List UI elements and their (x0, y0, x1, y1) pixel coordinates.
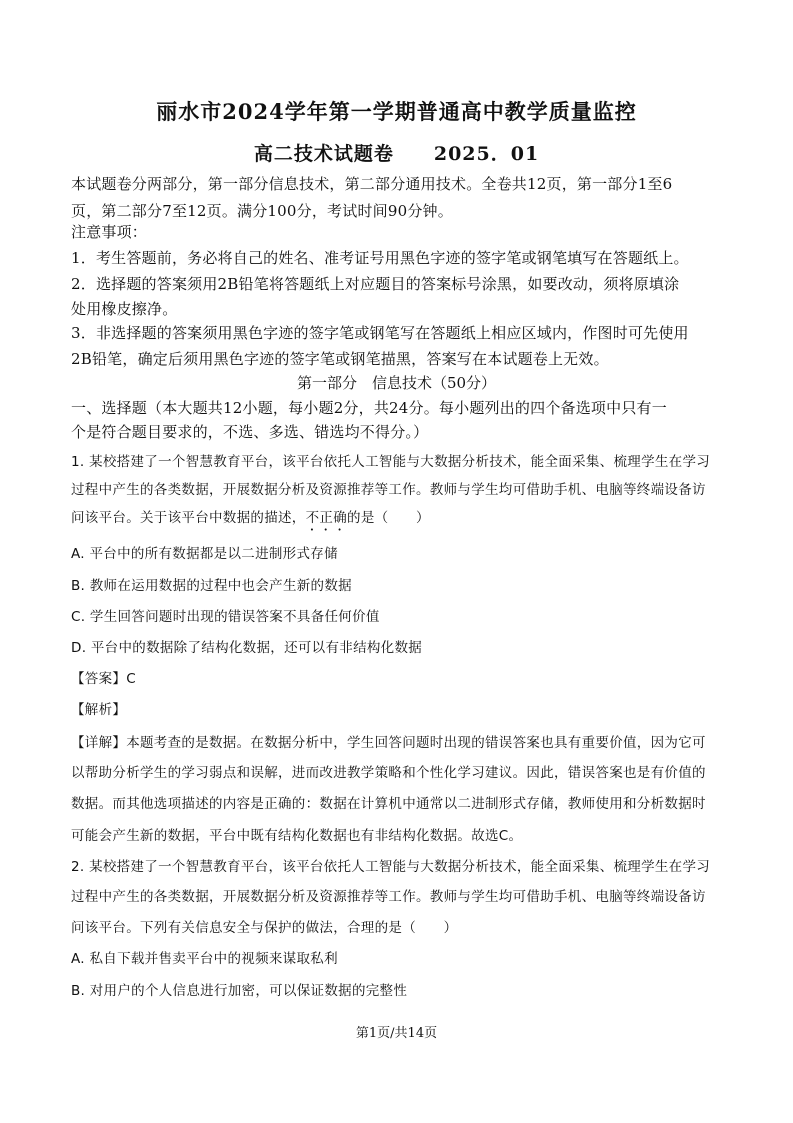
note-3-line-1: 3．非选择题的答案须用黑色字迹的签字笔或钢笔写在答题纸上相应区域内，作图时可先使用 (71, 324, 689, 342)
question-2-line-3: 问该平台。下列有关信息安全与保护的做法，合理的是（ ） (71, 920, 458, 936)
question-1-detail-line-2: 以帮助分析学生的学习弱点和误解，进而改进教学策略和个性化学习建议。因此，错误答案也是有价值的 (71, 765, 706, 781)
intro-line-2: 页，第二部分7至12页。满分100分，考试时间90分钟。 (71, 202, 453, 220)
exam-date: 2025．01 (433, 143, 540, 165)
question-1-option-a: A. 平台中的所有数据都是以二进制形式存储 (71, 546, 338, 562)
question-1-detail-line-1: 【详解】本题考查的是数据。在数据分析中，学生回答问题时出现的错误答案也具有重要价值，因为它可 (71, 735, 706, 751)
note-2-line-2: 处用橡皮擦净。 (71, 300, 178, 318)
question-1-option-d: D. 平台中的数据除了结构化数据，还可以有非结构化数据 (71, 640, 423, 656)
emphasis-not-correct: 不正确 (305, 510, 348, 526)
question-1-detail-line-3: 数据。而其他选项描述的内容是正确的：数据在计算机中通常以二进制形式存储，教师使用和分析数据时 (71, 796, 706, 812)
exam-subtitle (0, 141, 793, 167)
question-1-line-2: 过程中产生的各类数据，开展数据分析及资源推荐等工作。教师与学生均可借助手机、电脑等终端设备访 (71, 482, 706, 498)
question-1-detail-line-4: 可能会产生新的数据，平台中既有结构化数据也有非结构化数据。故选C。 (71, 828, 523, 844)
note-1: 1．考生答题前，务必将自己的姓名、准考证号用黑色字迹的签字笔或钢笔填写在答题纸上。 (71, 249, 689, 267)
question-1-option-b: B. 教师在运用数据的过程中也会产生新的数据 (71, 578, 352, 594)
part-one-heading: 第一部分 信息技术（50分） (296, 374, 497, 392)
question-1-analysis-label: 【解析】 (71, 702, 127, 718)
section-instructions-line-2: 个是符合题目要求的，不选、多选、错选均不得分。） (71, 423, 429, 441)
question-1-option-c: C. 学生回答问题时出现的错误答案不具备任何价值 (71, 609, 380, 625)
page-footer: 第1页/共14页 (355, 1026, 438, 1041)
section-instructions-line-1: 一、选择题（本大题共12小题，每小题2分，共24分。每小题列出的四个备选项中只有一 (71, 399, 667, 417)
question-1-line-1: 1. 某校搭建了一个智慧教育平台，该平台依托人工智能与大数据分析技术，能全面采集、梳理学生在学习 (71, 454, 711, 470)
question-2-option-a: A. 私自下载并售卖平台中的视频来谋取私利 (71, 951, 338, 967)
question-1-answer: 【答案】C (71, 671, 136, 687)
question-2-line-2: 过程中产生的各类数据，开展数据分析及资源推荐等工作。教师与学生均可借助手机、电脑等终端设备访 (71, 889, 706, 905)
question-1-line-3: 问该平台。关于该平台中数据的描述，不正确的是（ ） (71, 510, 430, 526)
note-3-line-2: 2B铅笔，确定后须用黑色字迹的签字笔或钢笔描黑，答案写在本试题卷上无效。 (71, 350, 609, 368)
exam-subject: 高二技术试题卷 (253, 143, 394, 165)
exam-title: 丽水市2024学年第一学期普通高中教学质量监控 (156, 99, 637, 124)
question-2-option-b: B. 对用户的个人信息进行加密，可以保证数据的完整性 (71, 983, 408, 999)
notes-heading: 注意事项： (71, 223, 148, 241)
note-2-line-1: 2．选择题的答案须用2B铅笔将答题纸上对应题目的答案标号涂黑，如要改动，须将原填涂 (71, 275, 680, 293)
intro-line-1: 本试题卷分两部分，第一部分信息技术，第二部分通用技术。全卷共12页，第一部分1至6 (71, 175, 673, 193)
question-2-line-1: 2. 某校搭建了一个智慧教育平台，该平台依托人工智能与大数据分析技术，能全面采集、梳理学生在学习 (71, 859, 711, 875)
